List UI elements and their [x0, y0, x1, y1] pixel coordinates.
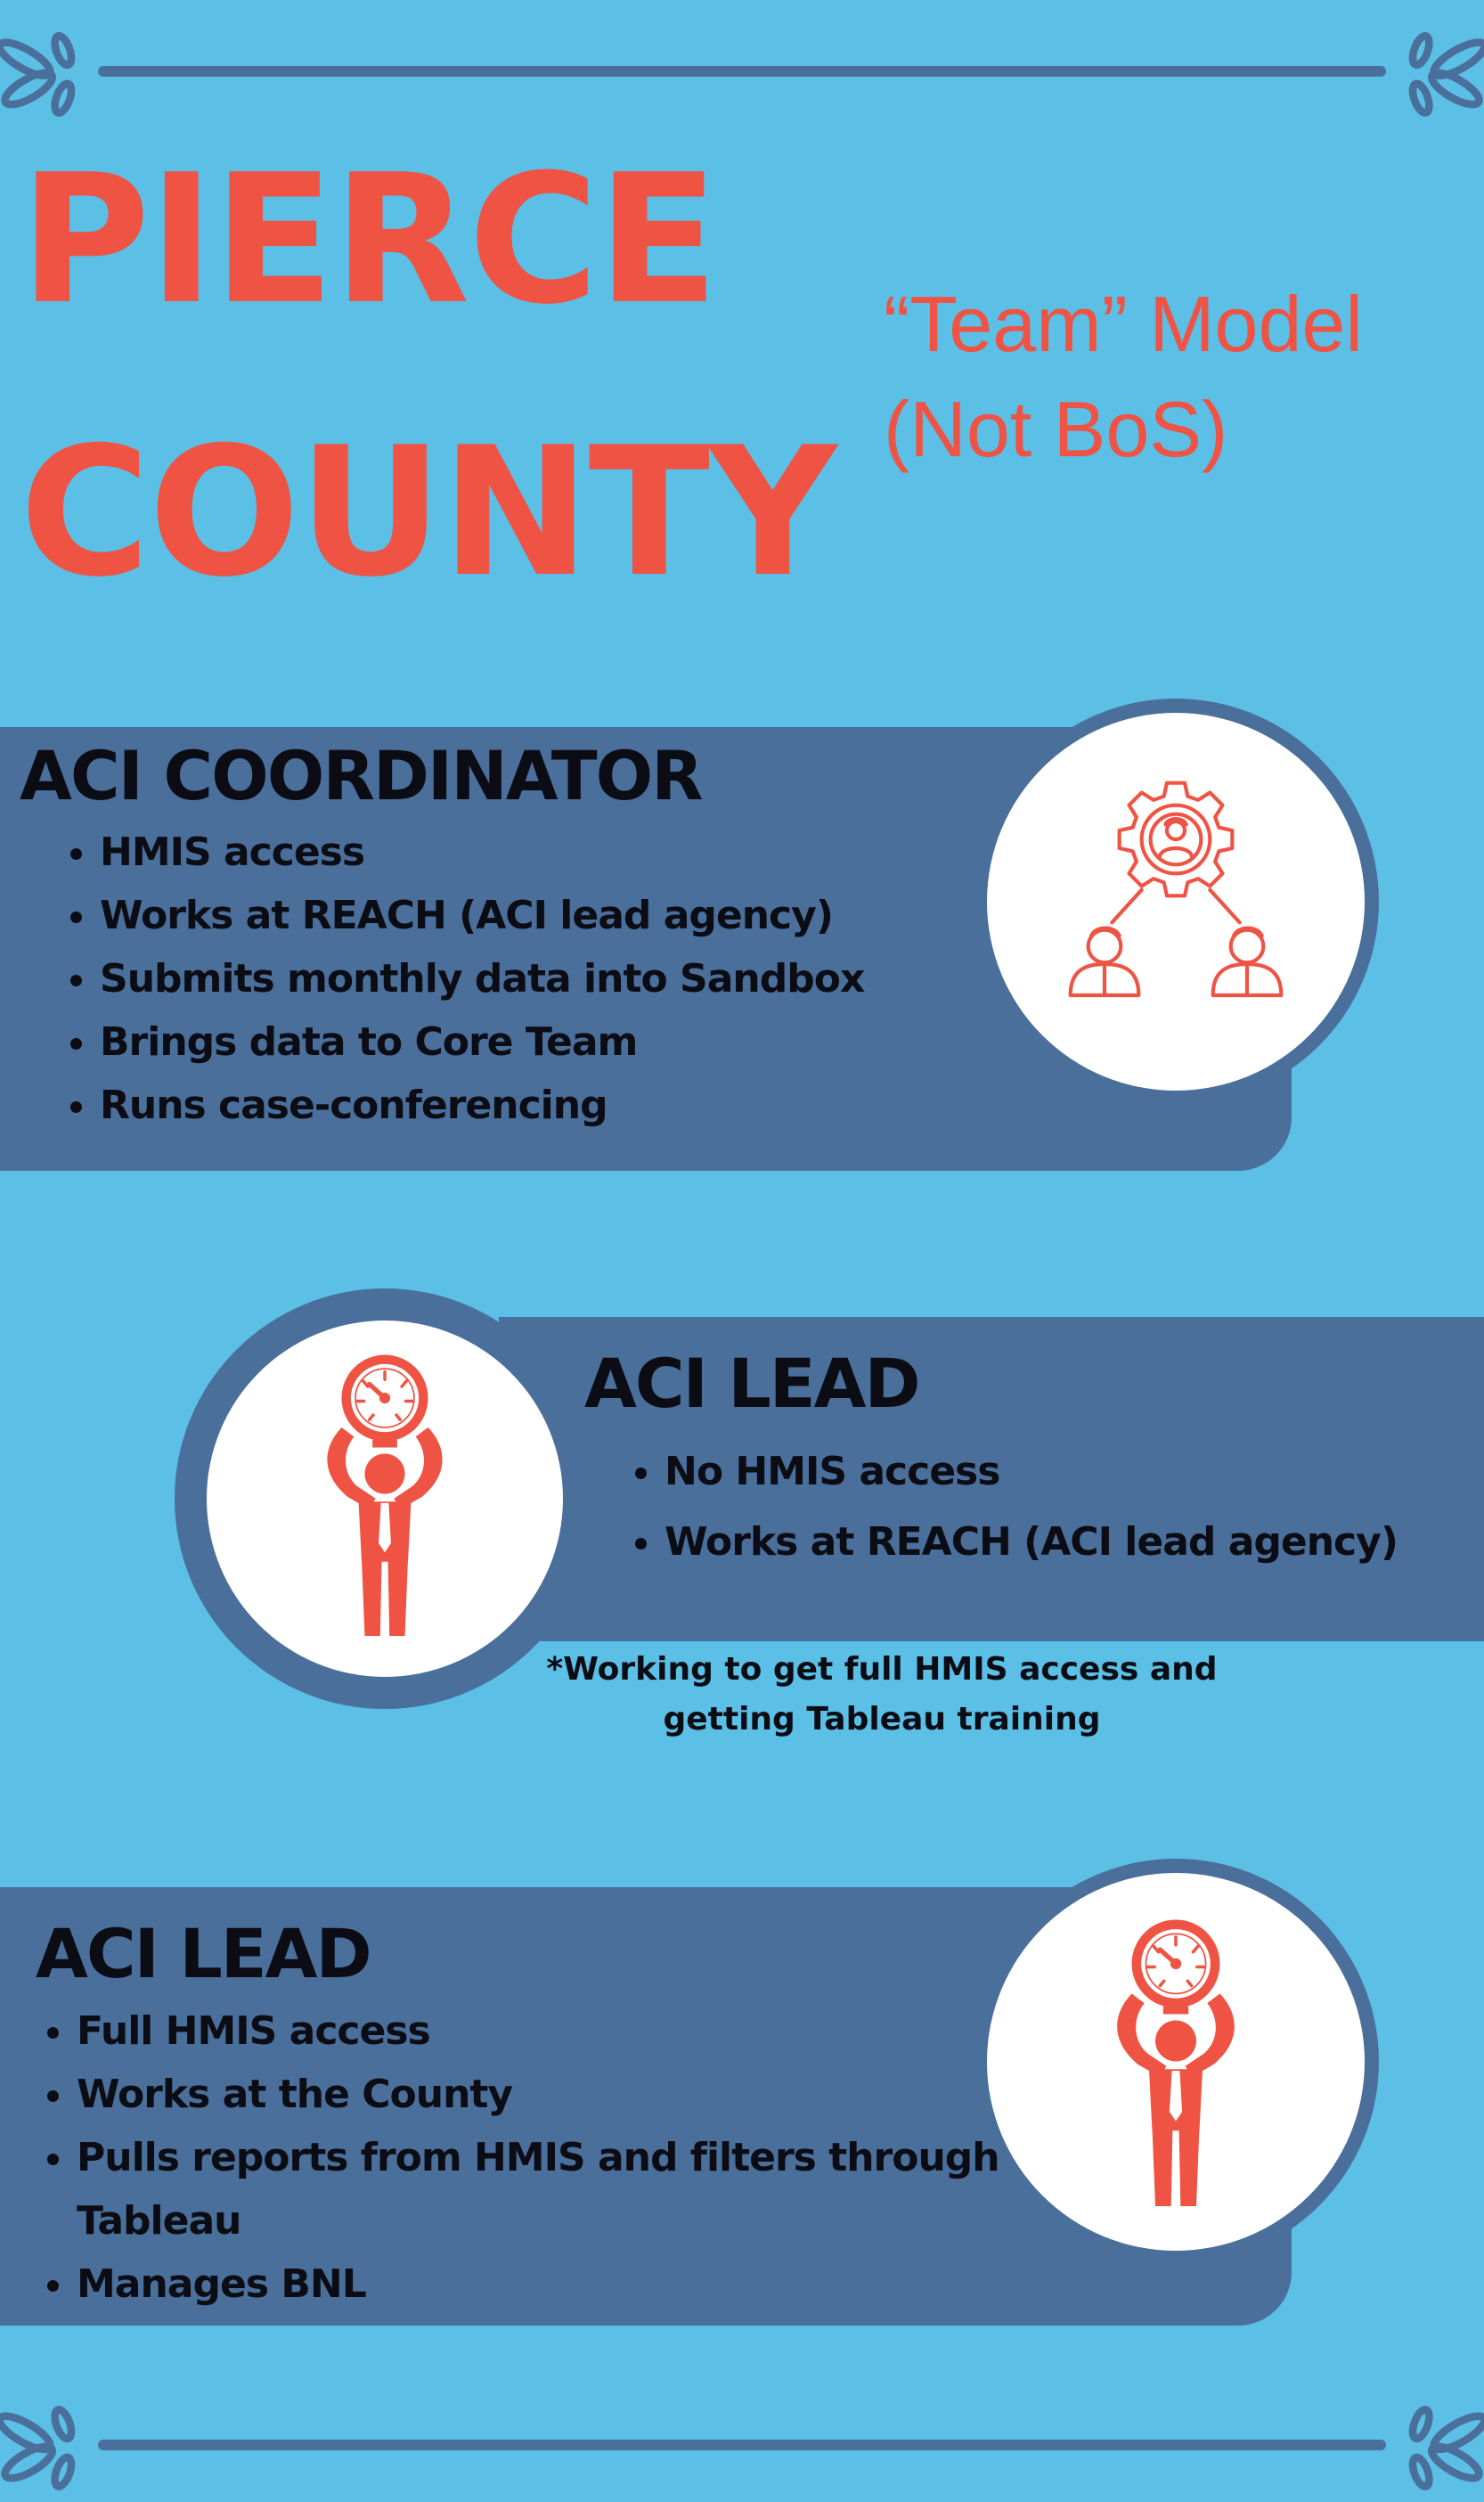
list-item: • Manages BNL — [77, 2253, 1030, 2316]
footnote: *Working to get full HMIS access and getting Tableau training — [546, 1651, 1218, 1738]
list-item: • Submits monthly data into Sandbox — [100, 947, 864, 1010]
person-holding-gauge-icon — [1081, 1903, 1270, 2226]
subtitle-line1: “Team” Model — [884, 280, 1363, 368]
list-item: • Full HMIS access — [77, 1999, 1030, 2063]
page-title-line1: PIERCE — [20, 136, 718, 344]
section-heading: ACI COORDINATOR — [20, 736, 702, 815]
bullet-list — [609, 1436, 1398, 1577]
page-title-line2: COUNTY — [20, 409, 836, 617]
person-holding-gauge-icon — [292, 1338, 477, 1656]
team-gear-network-icon — [1049, 777, 1302, 1000]
list-item: • Runs case-conferencing — [100, 1074, 864, 1137]
list-item: • Brings data to Core Team — [100, 1010, 864, 1074]
bullet-list — [21, 1999, 1030, 2316]
icon-disc — [987, 1873, 1365, 2251]
bullet-list — [45, 821, 864, 1137]
flourish-icon — [0, 2390, 105, 2495]
flourish-icon — [1379, 2390, 1484, 2495]
icon-disc — [207, 1320, 563, 1677]
list-item: • No HMIS access — [665, 1436, 1398, 1507]
icon-disc — [987, 713, 1365, 1091]
list-item: • Works at REACH (ACI lead agency) — [665, 1507, 1398, 1577]
section-heading: ACI LEAD — [36, 1914, 371, 1993]
flourish-icon — [1379, 16, 1484, 121]
list-item: • Pulls reports from HMIS and filters through Tableau — [77, 2126, 1030, 2253]
subtitle-line2: (Not BoS) — [884, 385, 1228, 473]
section-heading: ACI LEAD — [584, 1344, 919, 1423]
page-subtitle — [884, 272, 1363, 482]
list-item: • Works at the County — [77, 2063, 1030, 2126]
list-item: • Works at REACH (ACI lead agency) — [100, 884, 864, 947]
flourish-icon — [0, 16, 105, 121]
list-item: • HMIS access — [100, 821, 864, 884]
